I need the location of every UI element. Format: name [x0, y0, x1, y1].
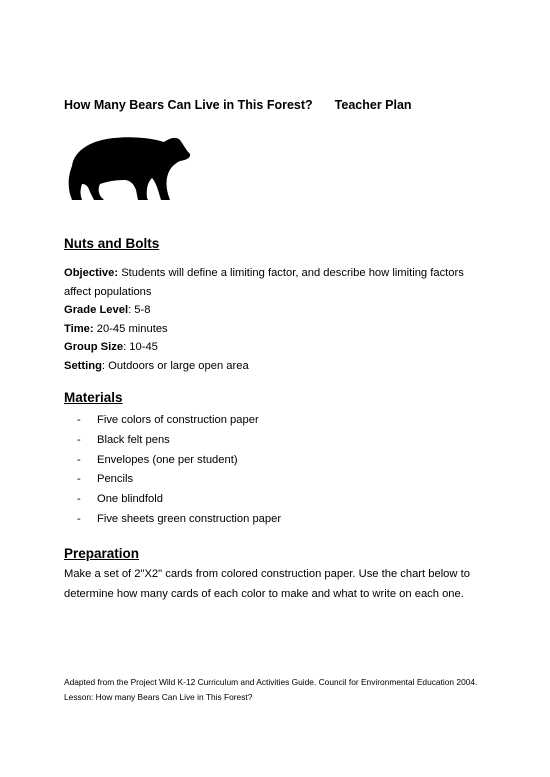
page-title	[64, 98, 412, 112]
footer-note: Adapted from the Project Wild K-12 Curriculum and Activities Guide. Council for Environmental Education 2004. Lesson: How many Bears Can Live in This Forest?	[64, 677, 478, 702]
grade-level-line	[64, 301, 150, 320]
setting-label: Setting	[64, 359, 102, 372]
grade-level-value: : 5-8	[128, 304, 151, 316]
group-size-label: Group Size	[64, 341, 124, 353]
group-size-value: : 10-45	[123, 341, 158, 353]
time-label: Time:	[64, 322, 94, 335]
objective-line	[64, 264, 464, 283]
setting-value: : Outdoors or large open area	[101, 359, 249, 372]
list-item: - Five colors of construction paper	[77, 414, 259, 426]
list-item: - Black felt pens	[77, 433, 170, 446]
list-item: - Five sheets green construction paper	[77, 512, 282, 525]
objective-text: Students will define a limiting factor, and describe how limiting factors	[118, 267, 464, 279]
preparation-text: Make a set of 2"X2" cards from colored construction paper. Use the chart below to determine how many cards of each color to make and what to write on each one.	[64, 568, 470, 600]
setting-line	[64, 357, 249, 376]
grade-level-label: Grade Level	[64, 304, 129, 316]
objective-line-2: affect populations	[64, 285, 152, 298]
list-item: - One blindfold	[77, 493, 163, 506]
list-item: - Envelopes (one per student)	[77, 453, 238, 466]
time-line	[64, 320, 168, 339]
bear-silhouette-icon	[62, 128, 192, 206]
list-item: - Pencils	[77, 473, 134, 486]
group-size-line	[64, 338, 158, 357]
time-value: 20-45 minutes	[93, 322, 168, 335]
objective-label: Objective:	[64, 267, 119, 279]
materials-heading: Materials	[64, 390, 123, 405]
materials-list	[77, 411, 281, 530]
lesson-title: How Many Bears Can Live in This Forest?	[64, 98, 313, 112]
preparation-heading: Preparation	[64, 546, 140, 561]
nuts-and-bolts-heading: Nuts and Bolts	[64, 236, 160, 251]
plan-label: Teacher Plan	[334, 98, 412, 112]
